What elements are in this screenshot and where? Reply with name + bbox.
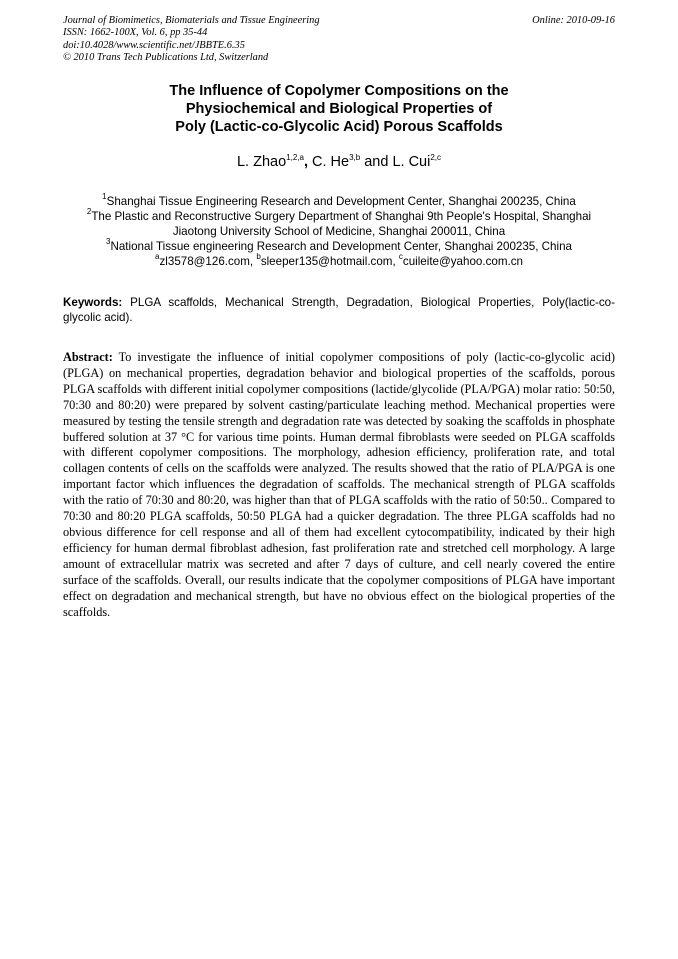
affiliation-1-mark: 1 <box>102 192 107 201</box>
title-line-1: The Influence of Copolymer Compositions on the <box>169 83 509 99</box>
keywords-section <box>63 295 615 325</box>
author-2-affil: 3,b <box>349 153 361 162</box>
email-separator: , <box>392 255 399 268</box>
email-c[interactable]: cuileite@yahoo.com.cn <box>402 255 523 268</box>
email-separator: , <box>249 255 257 268</box>
journal-header <box>63 15 615 65</box>
affiliation-2-text: The Plastic and Reconstructive Surgery Department of Shanghai 9th People's Hospital, Shanghai <box>91 210 592 223</box>
author-and: and <box>360 154 393 170</box>
affiliation-3 <box>63 239 615 254</box>
author-2-name: C. He <box>307 154 350 170</box>
affiliation-3-mark: 3 <box>106 237 111 246</box>
affiliation-2-mark: 2 <box>86 207 92 216</box>
keywords-text: PLGA scaffolds, Mechanical Strength, Degradation, Biological Properties, Poly(lactic-co-glycolic acid). <box>63 296 615 324</box>
affiliation-2 <box>63 209 615 224</box>
author-separator: , <box>303 154 308 170</box>
author-emails <box>63 254 615 269</box>
abstract-section <box>63 350 615 620</box>
title-line-2: Physiochemical and Biological Properties of <box>185 101 493 117</box>
author-list <box>63 153 615 171</box>
abstract-label: Abstract: <box>63 350 113 364</box>
author-1-name: L. Zhao <box>236 154 287 170</box>
issn-info: ISSN: 1662-100X, Vol. 6, pp 35-44 <box>63 27 208 39</box>
abstract-text: To investigate the influence of initial copolymer compositions of poly (lactic-co-glycolic acid) (PLGA) on mechanical properties, degradation behavior and biological properties of the scaffolds, porous PLGA scaffolds with different initial copolymer compositions (lactide/glycolide (PLA/PGA) molar ratio: 50:50, 70:30 and 80:20) were prepared by solvent casting/particulate leaching method. Mechanical properties were measured by testing the tensile strength and degradation rate was detected by soaking the scaffolds in phosphate buffered solution at 37 °C for various time points. Human dermal fibroblasts were seeded on PLGA scaffolds with different copolymer compositions. The morphology, adhesion efficiency, proliferation rate, and total collagen contents of cells on the scaffolds were analyzed. The results showed that the ratio of PLA/PGA is one important factor which influences the degradation of scaffolds. The mechanical strength of PLGA scaffolds with the ratio of 70:30 and 80:20, was higher than that of PLGA scaffolds with the ratio of 50:50.. Compared to 70:30 and 80:20 PLGA scaffolds, 50:50 PLGA had a quicker degradation. The three PLGA scaffolds had no obvious difference for cell response and all of them had excellent cytocompatibility, indicated by their high efficiency for human dermal fibroblast adhesion, fast proliferation rate and stretched cell morphology. A large amount of extracellular matrix was secreted and after 7 days of culture, and cell nearly covered the entire surface of the scaffolds. Overall, our results indicate that the copolymer compositions of PLGA have important effect on degradation and mechanical strength, but have no obvious effect on the biological properties of the scaffolds. <box>63 350 615 619</box>
author-3-affil: 2,c <box>430 153 442 162</box>
email-b[interactable]: sleeper135@hotmail.com <box>260 255 393 268</box>
email-b-mark: b <box>256 252 261 261</box>
author-3-name: L. Cui <box>392 154 431 170</box>
affiliation-1 <box>63 194 615 209</box>
keywords-label: Keywords: <box>63 296 123 309</box>
title-line-3: Poly (Lactic-co-Glycolic Acid) Porous Scaffolds <box>175 119 503 135</box>
affiliation-3-text: National Tissue engineering Research and Development Center, Shanghai 200235, China <box>110 240 572 253</box>
email-c-mark: c <box>398 252 403 261</box>
affiliation-1-text: Shanghai Tissue Engineering Research and Development Center, Shanghai 200235, China <box>106 195 576 208</box>
paper-title <box>63 82 615 136</box>
email-a[interactable]: zl3578@126.com <box>159 255 250 268</box>
journal-name: Journal of Biomimetics, Biomaterials and Tissue Engineering <box>63 15 320 26</box>
doi-info: doi:10.4028/www.scientific.net/JBBTE.6.35 <box>63 39 245 51</box>
affiliations <box>63 194 615 269</box>
author-1-affil: 1,2,a <box>286 153 304 162</box>
copyright-info: © 2010 Trans Tech Publications Ltd, Switzerland <box>63 52 269 64</box>
online-date: Online: 2010-09-16 <box>532 15 615 26</box>
affiliation-2-continued: Jiaotong University School of Medicine, Shanghai 200011, China <box>172 225 506 238</box>
email-a-mark: a <box>155 252 160 261</box>
